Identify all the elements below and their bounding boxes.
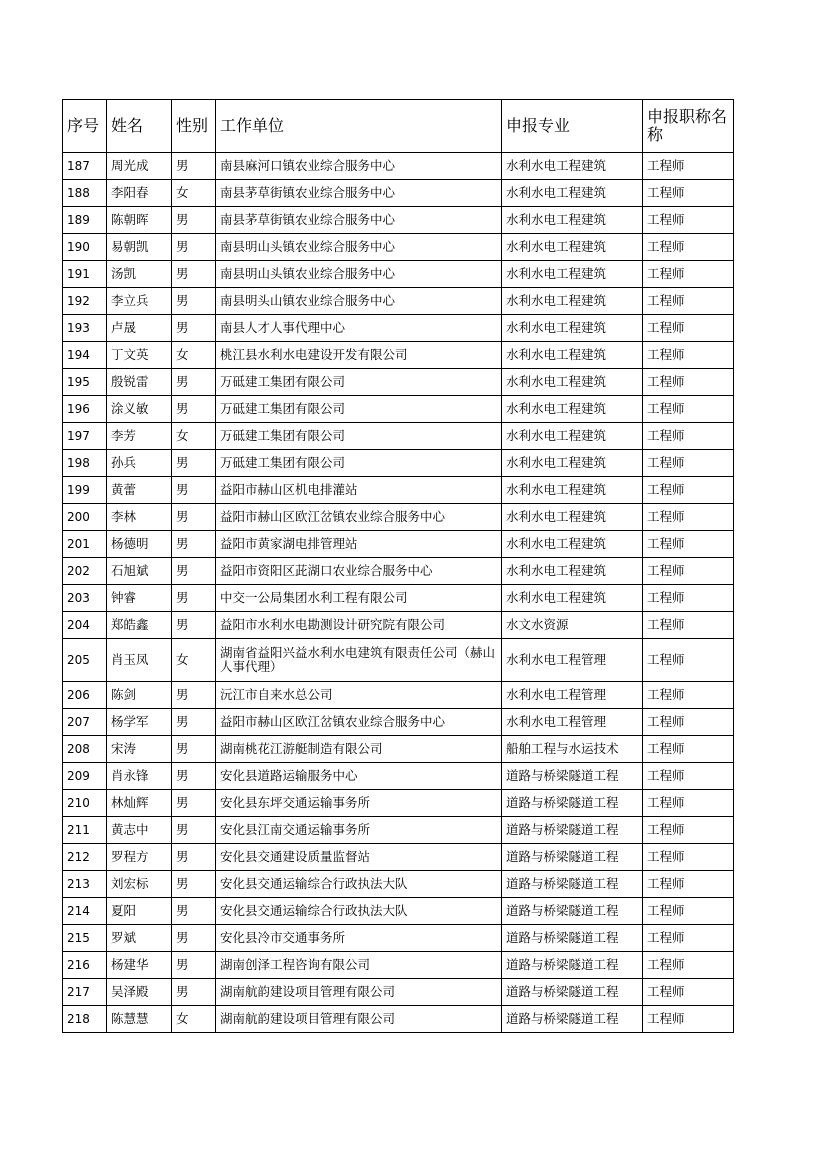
cell-specialty: 水利水电工程建筑 (502, 396, 643, 423)
cell-specialty: 水利水电工程建筑 (502, 288, 643, 315)
header-serial: 序号 (63, 100, 107, 153)
cell-gender: 女 (172, 342, 216, 369)
cell-workplace: 桃江县水利水电建设开发有限公司 (216, 342, 502, 369)
cell-workplace: 益阳市赫山区欧江岔镇农业综合服务中心 (216, 709, 502, 736)
cell-title: 工程师 (643, 639, 734, 682)
table-row (63, 207, 734, 234)
cell-gender: 男 (172, 234, 216, 261)
table-row (63, 844, 734, 871)
cell-name: 卢晟 (107, 315, 172, 342)
cell-specialty: 道路与桥梁隧道工程 (502, 1006, 643, 1033)
cell-specialty: 道路与桥梁隧道工程 (502, 844, 643, 871)
cell-workplace: 南县人才人事代理中心 (216, 315, 502, 342)
cell-title: 工程师 (643, 423, 734, 450)
cell-title: 工程师 (643, 925, 734, 952)
cell-workplace: 南县茅草街镇农业综合服务中心 (216, 207, 502, 234)
cell-title: 工程师 (643, 315, 734, 342)
cell-title: 工程师 (643, 558, 734, 585)
cell-serial: 190 (63, 234, 107, 261)
cell-name: 易朝凯 (107, 234, 172, 261)
table-row (63, 153, 734, 180)
table-row (63, 709, 734, 736)
cell-title: 工程师 (643, 531, 734, 558)
cell-specialty: 水利水电工程管理 (502, 639, 643, 682)
cell-workplace: 安化县道路运输服务中心 (216, 763, 502, 790)
cell-workplace: 安化县江南交通运输事务所 (216, 817, 502, 844)
header-gender: 性别 (172, 100, 216, 153)
header-row (63, 100, 734, 153)
cell-serial: 217 (63, 979, 107, 1006)
table-row (63, 531, 734, 558)
table-row (63, 450, 734, 477)
cell-gender: 男 (172, 207, 216, 234)
cell-specialty: 水利水电工程建筑 (502, 207, 643, 234)
cell-name: 李立兵 (107, 288, 172, 315)
cell-specialty: 水文水资源 (502, 612, 643, 639)
cell-serial: 201 (63, 531, 107, 558)
cell-specialty: 道路与桥梁隧道工程 (502, 925, 643, 952)
cell-serial: 191 (63, 261, 107, 288)
cell-workplace: 安化县交通建设质量监督站 (216, 844, 502, 871)
cell-gender: 男 (172, 369, 216, 396)
cell-gender: 男 (172, 898, 216, 925)
cell-workplace: 中交一公局集团水利工程有限公司 (216, 585, 502, 612)
cell-title: 工程师 (643, 234, 734, 261)
cell-title: 工程师 (643, 817, 734, 844)
cell-workplace: 湖南航韵建设项目管理有限公司 (216, 979, 502, 1006)
cell-specialty: 水利水电工程建筑 (502, 531, 643, 558)
cell-serial: 197 (63, 423, 107, 450)
cell-gender: 男 (172, 153, 216, 180)
cell-serial: 196 (63, 396, 107, 423)
cell-serial: 187 (63, 153, 107, 180)
cell-serial: 200 (63, 504, 107, 531)
cell-workplace: 湖南航韵建设项目管理有限公司 (216, 1006, 502, 1033)
table-row (63, 477, 734, 504)
table-body (63, 153, 734, 1033)
cell-title: 工程师 (643, 477, 734, 504)
table-row (63, 288, 734, 315)
cell-name: 黄志中 (107, 817, 172, 844)
cell-name: 殷锐雷 (107, 369, 172, 396)
cell-gender: 女 (172, 180, 216, 207)
header-specialty: 申报专业 (502, 100, 643, 153)
cell-title: 工程师 (643, 396, 734, 423)
cell-gender: 男 (172, 682, 216, 709)
cell-serial: 205 (63, 639, 107, 682)
cell-name: 周光成 (107, 153, 172, 180)
cell-specialty: 水利水电工程建筑 (502, 450, 643, 477)
cell-name: 孙兵 (107, 450, 172, 477)
cell-workplace: 沅江市自来水总公司 (216, 682, 502, 709)
cell-serial: 216 (63, 952, 107, 979)
cell-title: 工程师 (643, 612, 734, 639)
cell-gender: 男 (172, 763, 216, 790)
cell-workplace: 益阳市赫山区欧江岔镇农业综合服务中心 (216, 504, 502, 531)
cell-name: 李芳 (107, 423, 172, 450)
table-row (63, 342, 734, 369)
cell-serial: 213 (63, 871, 107, 898)
cell-title: 工程师 (643, 844, 734, 871)
cell-name: 肖永锋 (107, 763, 172, 790)
table-row (63, 423, 734, 450)
cell-workplace: 湖南创泽工程咨询有限公司 (216, 952, 502, 979)
header-title: 申报职称名称 (643, 100, 734, 153)
cell-name: 丁文英 (107, 342, 172, 369)
table-row (63, 952, 734, 979)
cell-gender: 男 (172, 504, 216, 531)
table-row (63, 1006, 734, 1033)
cell-title: 工程师 (643, 288, 734, 315)
table-row (63, 639, 734, 682)
cell-gender: 男 (172, 612, 216, 639)
cell-serial: 189 (63, 207, 107, 234)
cell-gender: 男 (172, 531, 216, 558)
cell-specialty: 水利水电工程建筑 (502, 423, 643, 450)
cell-serial: 195 (63, 369, 107, 396)
table-row (63, 925, 734, 952)
cell-name: 宋涛 (107, 736, 172, 763)
cell-gender: 男 (172, 450, 216, 477)
cell-workplace: 万砥建工集团有限公司 (216, 396, 502, 423)
cell-workplace: 南县明山头镇农业综合服务中心 (216, 261, 502, 288)
cell-serial: 192 (63, 288, 107, 315)
cell-specialty: 道路与桥梁隧道工程 (502, 763, 643, 790)
cell-specialty: 水利水电工程建筑 (502, 504, 643, 531)
cell-workplace: 安化县东坪交通运输事务所 (216, 790, 502, 817)
cell-gender: 男 (172, 396, 216, 423)
cell-specialty: 道路与桥梁隧道工程 (502, 817, 643, 844)
cell-specialty: 道路与桥梁隧道工程 (502, 871, 643, 898)
cell-gender: 男 (172, 736, 216, 763)
table-row (63, 261, 734, 288)
cell-title: 工程师 (643, 261, 734, 288)
cell-title: 工程师 (643, 369, 734, 396)
header-workplace: 工作单位 (216, 100, 502, 153)
cell-serial: 218 (63, 1006, 107, 1033)
cell-serial: 202 (63, 558, 107, 585)
cell-specialty: 水利水电工程建筑 (502, 153, 643, 180)
table-row (63, 558, 734, 585)
cell-gender: 男 (172, 844, 216, 871)
cell-specialty: 道路与桥梁隧道工程 (502, 979, 643, 1006)
cell-name: 钟睿 (107, 585, 172, 612)
cell-name: 汤凯 (107, 261, 172, 288)
cell-title: 工程师 (643, 871, 734, 898)
cell-title: 工程师 (643, 790, 734, 817)
cell-gender: 女 (172, 639, 216, 682)
cell-workplace: 南县明头山镇农业综合服务中心 (216, 288, 502, 315)
cell-title: 工程师 (643, 736, 734, 763)
cell-workplace: 安化县冷市交通事务所 (216, 925, 502, 952)
cell-specialty: 水利水电工程建筑 (502, 477, 643, 504)
cell-gender: 男 (172, 288, 216, 315)
cell-workplace: 益阳市资阳区茈湖口农业综合服务中心 (216, 558, 502, 585)
cell-workplace: 万砥建工集团有限公司 (216, 369, 502, 396)
cell-specialty: 水利水电工程建筑 (502, 369, 643, 396)
cell-specialty: 道路与桥梁隧道工程 (502, 898, 643, 925)
cell-name: 罗斌 (107, 925, 172, 952)
cell-gender: 男 (172, 558, 216, 585)
cell-title: 工程师 (643, 709, 734, 736)
cell-workplace: 益阳市赫山区机电排灌站 (216, 477, 502, 504)
cell-workplace: 湖南省益阳兴益水利水电建筑有限责任公司（赫山人事代理） (216, 639, 502, 682)
cell-gender: 男 (172, 871, 216, 898)
cell-gender: 男 (172, 952, 216, 979)
cell-specialty: 水利水电工程建筑 (502, 234, 643, 261)
cell-name: 李林 (107, 504, 172, 531)
table-row (63, 817, 734, 844)
table-row (63, 979, 734, 1006)
table-row (63, 763, 734, 790)
cell-title: 工程师 (643, 1006, 734, 1033)
table-row (63, 180, 734, 207)
cell-specialty: 水利水电工程建筑 (502, 315, 643, 342)
cell-workplace: 安化县交通运输综合行政执法大队 (216, 871, 502, 898)
cell-name: 刘宏标 (107, 871, 172, 898)
table-row (63, 871, 734, 898)
cell-title: 工程师 (643, 952, 734, 979)
cell-specialty: 水利水电工程建筑 (502, 342, 643, 369)
cell-specialty: 船舶工程与水运技术 (502, 736, 643, 763)
cell-serial: 194 (63, 342, 107, 369)
cell-gender: 男 (172, 709, 216, 736)
table-row (63, 504, 734, 531)
table-row (63, 369, 734, 396)
cell-serial: 203 (63, 585, 107, 612)
cell-name: 陈慧慧 (107, 1006, 172, 1033)
table-row (63, 585, 734, 612)
cell-specialty: 道路与桥梁隧道工程 (502, 790, 643, 817)
cell-name: 杨建华 (107, 952, 172, 979)
cell-title: 工程师 (643, 504, 734, 531)
cell-name: 杨学军 (107, 709, 172, 736)
cell-serial: 210 (63, 790, 107, 817)
cell-workplace: 益阳市黄家湖电排管理站 (216, 531, 502, 558)
cell-specialty: 水利水电工程建筑 (502, 585, 643, 612)
cell-serial: 215 (63, 925, 107, 952)
cell-gender: 男 (172, 261, 216, 288)
cell-serial: 212 (63, 844, 107, 871)
cell-serial: 207 (63, 709, 107, 736)
cell-serial: 208 (63, 736, 107, 763)
cell-specialty: 水利水电工程建筑 (502, 558, 643, 585)
cell-workplace: 湖南桃花江游艇制造有限公司 (216, 736, 502, 763)
cell-workplace: 万砥建工集团有限公司 (216, 423, 502, 450)
cell-serial: 214 (63, 898, 107, 925)
cell-gender: 男 (172, 315, 216, 342)
cell-serial: 188 (63, 180, 107, 207)
cell-gender: 男 (172, 817, 216, 844)
cell-gender: 女 (172, 1006, 216, 1033)
cell-gender: 男 (172, 979, 216, 1006)
cell-name: 杨德明 (107, 531, 172, 558)
cell-workplace: 万砥建工集团有限公司 (216, 450, 502, 477)
cell-serial: 199 (63, 477, 107, 504)
cell-serial: 198 (63, 450, 107, 477)
table-row (63, 315, 734, 342)
cell-title: 工程师 (643, 450, 734, 477)
cell-title: 工程师 (643, 342, 734, 369)
cell-gender: 男 (172, 477, 216, 504)
cell-name: 涂义敏 (107, 396, 172, 423)
cell-gender: 男 (172, 585, 216, 612)
cell-name: 夏阳 (107, 898, 172, 925)
cell-title: 工程师 (643, 207, 734, 234)
cell-title: 工程师 (643, 898, 734, 925)
cell-name: 陈朝晖 (107, 207, 172, 234)
cell-gender: 女 (172, 423, 216, 450)
cell-specialty: 水利水电工程建筑 (502, 261, 643, 288)
cell-serial: 193 (63, 315, 107, 342)
table-row (63, 396, 734, 423)
cell-workplace: 南县麻河口镇农业综合服务中心 (216, 153, 502, 180)
cell-workplace: 安化县交通运输综合行政执法大队 (216, 898, 502, 925)
cell-name: 石旭斌 (107, 558, 172, 585)
cell-workplace: 南县明山头镇农业综合服务中心 (216, 234, 502, 261)
applicant-table (62, 99, 734, 1033)
cell-specialty: 水利水电工程建筑 (502, 180, 643, 207)
cell-workplace: 益阳市水利水电勘测设计研究院有限公司 (216, 612, 502, 639)
header-name: 姓名 (107, 100, 172, 153)
cell-title: 工程师 (643, 153, 734, 180)
cell-title: 工程师 (643, 763, 734, 790)
cell-specialty: 水利水电工程管理 (502, 682, 643, 709)
table-row (63, 682, 734, 709)
cell-title: 工程师 (643, 585, 734, 612)
cell-serial: 211 (63, 817, 107, 844)
cell-gender: 男 (172, 790, 216, 817)
cell-name: 陈剑 (107, 682, 172, 709)
cell-serial: 204 (63, 612, 107, 639)
cell-name: 李阳春 (107, 180, 172, 207)
table-row (63, 234, 734, 261)
cell-name: 肖玉凤 (107, 639, 172, 682)
cell-workplace: 南县茅草街镇农业综合服务中心 (216, 180, 502, 207)
cell-gender: 男 (172, 925, 216, 952)
cell-serial: 209 (63, 763, 107, 790)
table-header (63, 100, 734, 153)
cell-name: 黄蕾 (107, 477, 172, 504)
table-row (63, 736, 734, 763)
cell-name: 郑皓鑫 (107, 612, 172, 639)
cell-specialty: 道路与桥梁隧道工程 (502, 952, 643, 979)
cell-title: 工程师 (643, 682, 734, 709)
cell-specialty: 水利水电工程管理 (502, 709, 643, 736)
table-row (63, 898, 734, 925)
table-row (63, 790, 734, 817)
cell-title: 工程师 (643, 180, 734, 207)
cell-name: 林灿辉 (107, 790, 172, 817)
cell-name: 吴泽殿 (107, 979, 172, 1006)
cell-serial: 206 (63, 682, 107, 709)
cell-title: 工程师 (643, 979, 734, 1006)
cell-name: 罗程方 (107, 844, 172, 871)
table-row (63, 612, 734, 639)
